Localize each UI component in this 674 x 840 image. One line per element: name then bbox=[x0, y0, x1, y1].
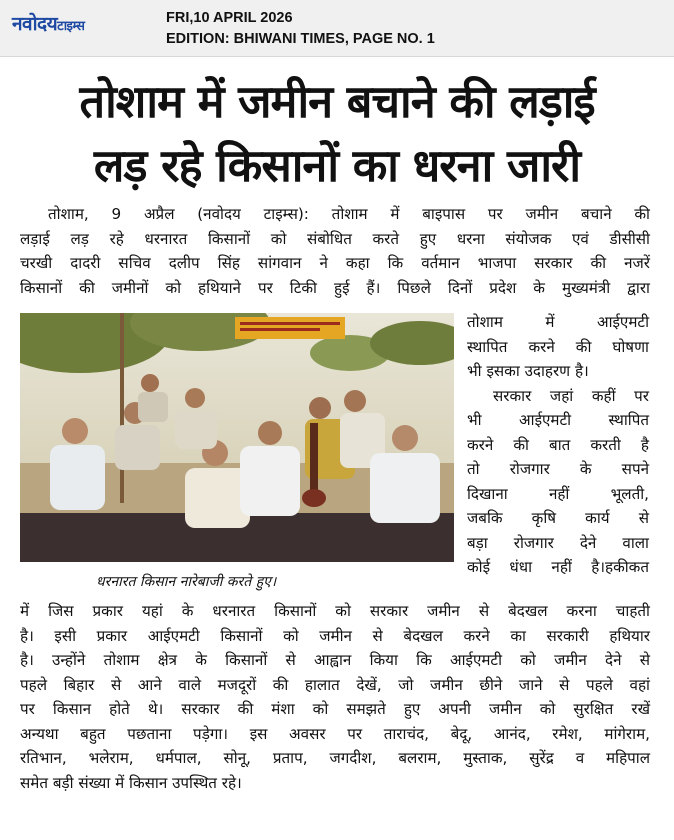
body-line: लड़ाई लड़ रहे धरनारत किसानों को संबोधित करते हुए धरना संयोजक एवं डीसीसी bbox=[20, 229, 650, 248]
body-line: भी आईएमटी स्थापित bbox=[467, 411, 649, 429]
body-line: समेत बड़ी संख्या में किसान उपस्थित रहे। bbox=[20, 773, 242, 792]
body-line: भी इसका उदाहरण है। bbox=[467, 362, 589, 380]
body-line: जबकि कृषि कार्य से bbox=[467, 509, 649, 527]
body-line: तोशाम में आईएमटी bbox=[467, 313, 649, 331]
logo-main: नवोदय bbox=[12, 13, 58, 35]
farmers-protest-image bbox=[20, 313, 454, 562]
headline-line-1: तोशाम में जमीन बचाने की लड़ाई bbox=[79, 75, 595, 128]
photo-caption: धरनारत किसान नारेबाजी करते हुए। bbox=[96, 574, 277, 590]
article-headline bbox=[0, 70, 674, 198]
body-line: तो रोजगार के सपने bbox=[467, 460, 649, 478]
article-intro bbox=[20, 202, 650, 300]
body-line: तोशाम, 9 अप्रैल (नवोदय टाइम्स): तोशाम में बाइपास पर जमीन बचाने की bbox=[48, 205, 650, 223]
body-line: चरखी दादरी सचिव दलीप सिंह सांगवान ने कहा कि वर्तमान भाजपा सरकार की नजरें bbox=[20, 254, 650, 272]
article-side-column bbox=[467, 310, 649, 580]
edition-info bbox=[166, 8, 435, 50]
body-line: किसानों की जमीनों को हथियाने पर टिकी हुई हैं। पिछले दिनों प्रदेश के मुख्यमंत्री द्वारा bbox=[20, 278, 650, 297]
body-line: है। इसी प्रकार आईएमटी किसानों को जमीन से बेदखल करने का सरकारी हथियार bbox=[20, 626, 650, 645]
edition-page: EDITION: BHIWANI TIMES, PAGE NO. 1 bbox=[166, 31, 435, 47]
body-line: पहले बिहार से आने वाले मजदूरों की हालात देखें, जो जमीन छीने जाने से पहले वहां bbox=[20, 675, 650, 694]
masthead-bar bbox=[0, 0, 674, 57]
news-photo bbox=[20, 313, 454, 562]
newspaper-logo[interactable] bbox=[12, 10, 84, 36]
body-line: में जिस प्रकार यहां के धरनारत किसानों को सरकार जमीन से बेदखल करना चाहती bbox=[20, 602, 650, 620]
body-line: बड़ा रोजगार देने वाला bbox=[467, 533, 649, 552]
body-line: दिखाना नहीं भूलती, bbox=[467, 484, 649, 503]
body-line: पर किसान होते थे। सरकार की मंशा को समझते हुए अपनी जमीन को सुरक्षित रखें bbox=[20, 700, 650, 718]
body-line: रतिभान, भलेराम, धर्मपाल, सोनू, प्रताप, जगदीश, बलराम, मुस्ताक, सुरेंद्र व महिपाल bbox=[20, 749, 650, 767]
issue-date: FRI,10 APRIL 2026 bbox=[166, 10, 293, 26]
headline-line-2: लड़ रहे किसानों का धरना जारी bbox=[93, 139, 581, 192]
logo-sub: टाइम्स bbox=[57, 19, 85, 34]
body-line: करने की बात करती है bbox=[467, 435, 649, 454]
body-line: अन्यथा बहुत पछताना पड़ेगा। इस अवसर पर ताराचंद, बेदू, आनंद, रमेश, मांगेराम, bbox=[20, 724, 650, 743]
article-body bbox=[20, 599, 650, 795]
body-line: है। उन्होंने तोशाम क्षेत्र के किसानों से आह्वान किया कि आईएमटी को जमीन देने से bbox=[20, 651, 650, 669]
body-line: स्थापित करने की घोषणा bbox=[467, 337, 649, 356]
body-line: सरकार जहां कहीं पर bbox=[493, 386, 649, 405]
body-line: कोई धंधा नहीं है।हकीकत bbox=[467, 558, 649, 576]
